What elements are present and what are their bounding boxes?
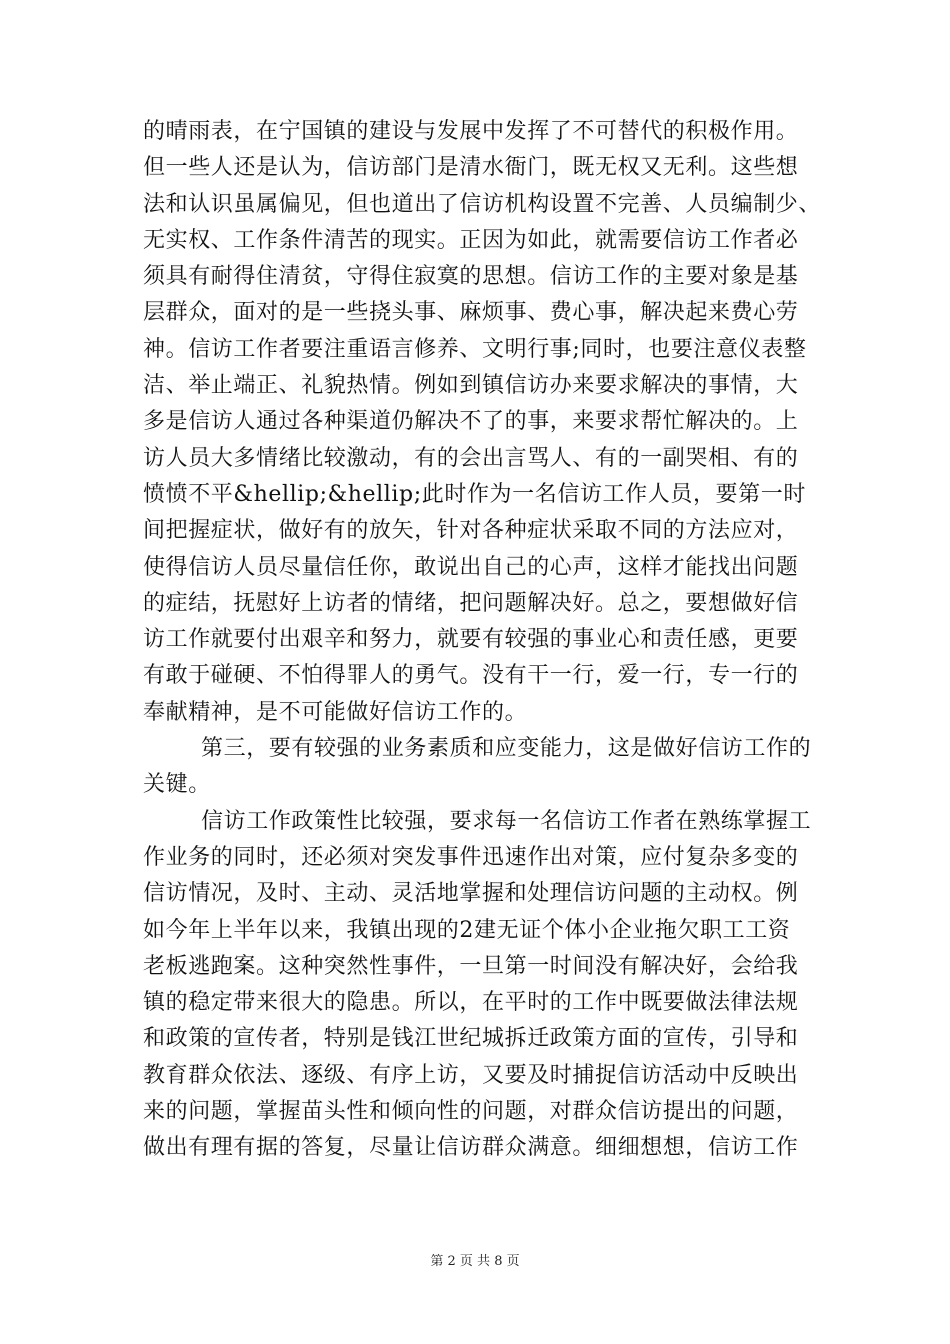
text-line: 洁、举止端正、礼貌热情。例如到镇信访办来要求解决的事情，大 xyxy=(143,373,799,399)
text-line: 多是信访人通过各种渠道仍解决不了的事，来要求帮忙解决的。上 xyxy=(143,409,799,435)
text-line: 关键。 xyxy=(143,772,211,798)
paragraph-heading-line: 第三，要有较强的业务素质和应变能力，这是做好信访工作的 xyxy=(201,736,812,762)
text-line: 的症结，抚慰好上访者的情绪，把问题解决好。总之，要想做好信 xyxy=(143,590,799,616)
text-line: 神。信访工作者要注重语言修养、文明行事;同时，也要注意仪表整 xyxy=(143,336,807,362)
text-line: 使得信访人员尽量信任你，敢说出自己的心声，这样才能找出问题 xyxy=(143,554,799,580)
text-line: 做出有理有据的答复，尽量让信访群众满意。细细想想，信访工作 xyxy=(143,1135,799,1161)
text-line: 须具有耐得住清贫，守得住寂寞的思想。信访工作的主要对象是基 xyxy=(143,264,799,290)
text-line: 和政策的宣传者，特别是钱江世纪城拆迁政策方面的宣传，引导和 xyxy=(143,1026,799,1052)
body-text xyxy=(143,114,822,1167)
text-line: 的晴雨表，在宁国镇的建设与发展中发挥了不可替代的积极作用。 xyxy=(143,119,799,144)
text-line: 无实权、工作条件清苦的现实。正因为如此，就需要信访工作者必 xyxy=(143,227,799,253)
text-line: 愤愤不平&hellip;&hellip;此时作为一名信访工作人员，要第一时 xyxy=(143,481,806,507)
text-line: 来的问题，掌握苗头性和倾向性的问题，对群众信访提出的问题， xyxy=(143,1099,799,1125)
text-line: 信访情况，及时、主动、灵活地掌握和处理信访问题的主动权。例 xyxy=(143,881,799,907)
paragraph-start-line: 信访工作政策性比较强，要求每一名信访工作者在熟练掌握工 xyxy=(201,808,812,834)
text-line: 教育群众依法、逐级、有序上访，又要及时捕捉信访活动中反映出 xyxy=(143,1062,799,1088)
text-line: 镇的稳定带来很大的隐患。所以，在平时的工作中既要做法律法规 xyxy=(143,990,799,1016)
text-line: 层群众，面对的是一些挠头事、麻烦事、费心事，解决起来费心劳 xyxy=(143,300,799,326)
text-line: 法和认识虽属偏见，但也道出了信访机构设置不完善、人员编制少、 xyxy=(143,191,822,217)
text-line: 间把握症状，做好有的放矢，针对各种症状采取不同的方法应对， xyxy=(143,518,799,544)
page-number: 第 2 页 共 8 页 xyxy=(430,1254,520,1269)
text-line: 访工作就要付出艰辛和努力，就要有较强的事业心和责任感，更要 xyxy=(143,627,799,653)
text-line: 有敢于碰硬、不怕得罪人的勇气。没有干一行，爱一行，专一行的 xyxy=(143,663,799,689)
text-line: 但一些人还是认为，信访部门是清水衙门，既无权又无利。这些想 xyxy=(143,155,799,181)
text-line: 奉献精神，是不可能做好信访工作的。 xyxy=(143,699,528,725)
text-line: 老板逃跑案。这种突然性事件，一旦第一时间没有解决好，会给我 xyxy=(143,953,799,979)
text-line: 如今年上半年以来，我镇出现的2建无证个体小企业拖欠职工工资 xyxy=(143,917,791,943)
text-line: 作业务的同时，还必须对突发事件迅速作出对策，应付复杂多变的 xyxy=(143,844,799,870)
text-line: 访人员大多情绪比较激动，有的会出言骂人、有的一副哭相、有的 xyxy=(143,445,799,471)
